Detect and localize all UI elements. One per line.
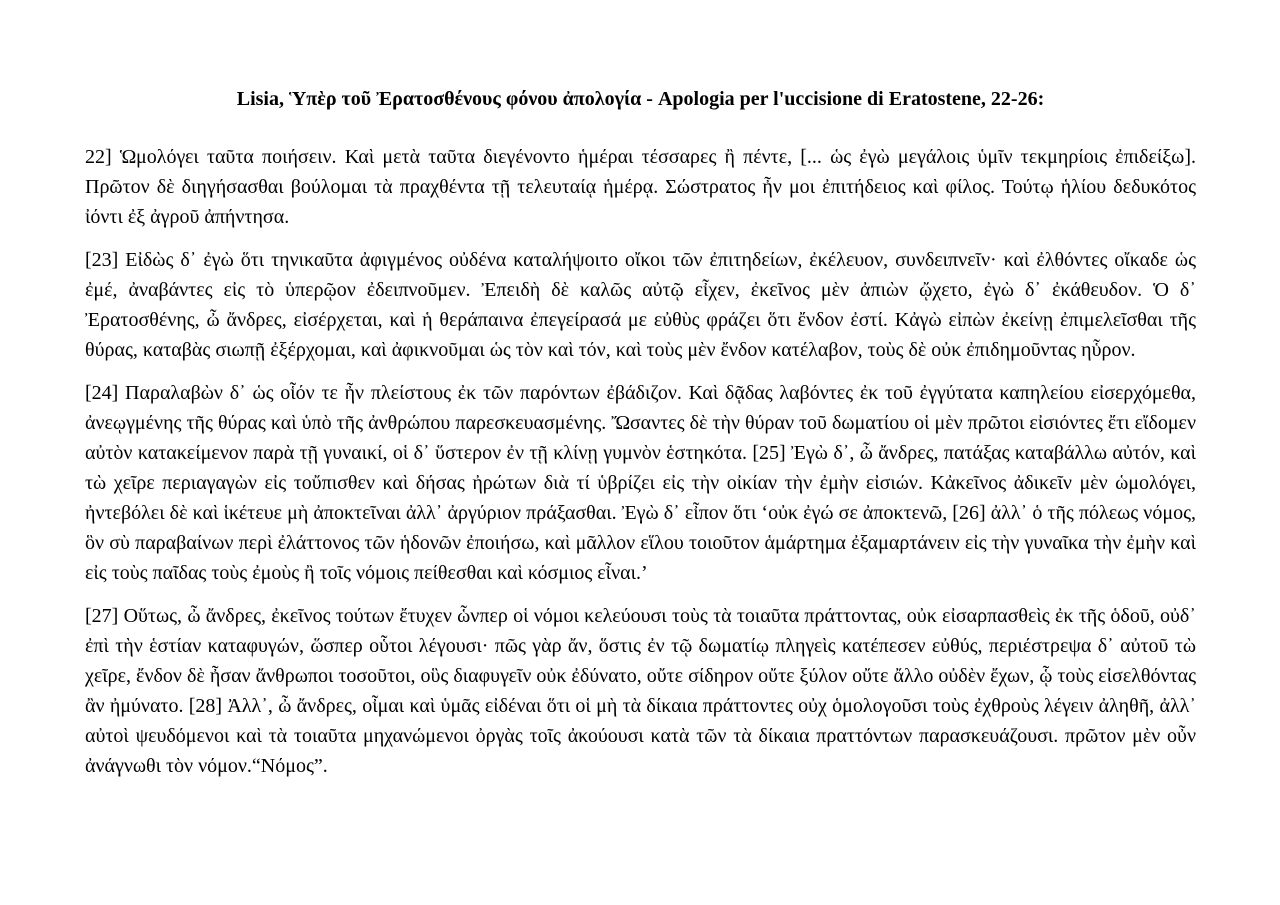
- paragraph-section-24-26: [24] Παραλαβὼν δ᾽ ὡς οἷόν τε ἦν πλείστους ἐκ τῶν παρόντων ἐβάδιζον. Καὶ δᾷδας λαβόντες ἐκ τοῦ ἐγγύτατα καπηλείου εἰσερχόμεθα, ἀνεῳγμένης τῆς θύρας καὶ ὑπὸ τῆς ἀνθρώπου παρεσκευασμένης. Ὤσαντες δὲ τὴν θύραν τοῦ δωματίου οἱ μὲν πρῶτοι εἰσιόντες ἔτι εἴδομεν αὐτὸν κατακείμενον παρὰ τῇ γυναικί, οἱ δ᾽ ὕστερον ἐν τῇ κλίνῃ γυμνὸν ἑστηκότα. [25] Ἐγὼ δ᾽, ὦ ἄνδρες, πατάξας καταβάλλω αὐτόν, καὶ τὼ χεῖρε περιαγαγὼν εἰς τοὔπισθεν καὶ δήσας ἠρώτων διὰ τί ὑβρίζει εἰς τὴν οἰκίαν τὴν ἐμὴν εἰσιών. Κἀκεῖνος ἀδικεῖν μὲν ὡμολόγει, ἠντεβόλει δὲ καὶ ἱκέτευε μὴ ἀποκτεῖναι ἀλλ᾽ ἀργύριον πράξασθαι. Ἐγὼ δ᾽ εἶπον ὅτι ‘οὐκ ἐγώ σε ἀποκτενῶ, [26] ἀλλ᾽ ὁ τῆς πόλεως νόμος, ὃν σὺ παραβαίνων περὶ ἐλάττονος τῶν ἡδονῶν ἐποιήσω, καὶ μᾶλλον εἵλου τοιοῦτον ἁμάρτημα ἐξαμαρτάνειν εἰς τὴν γυναῖκα τὴν ἐμὴν καὶ εἰς τοὺς παῖδας τοὺς ἐμοὺς ἢ τοῖς νόμοις πείθεσθαι καὶ κόσμιος εἶναι.’: [85, 382, 1196, 584]
- paragraph-section-27-28: [27] Οὕτως, ὦ ἄνδρες, ἐκεῖνος τούτων ἔτυχεν ὧνπερ οἱ νόμοι κελεύουσι τοὺς τὰ τοιαῦτα πράττοντας, οὐκ εἰσαρπασθεὶς ἐκ τῆς ὁδοῦ, οὐδ᾽ ἐπὶ τὴν ἑστίαν καταφυγών, ὥσπερ οὗτοι λέγουσι· πῶς γὰρ ἄν, ὅστις ἐν τῷ δωματίῳ πληγεὶς κατέπεσεν εὐθύς, περιέστρεψα δ᾽ αὐτοῦ τὼ χεῖρε, ἔνδον δὲ ἦσαν ἄνθρωποι τοσοῦτοι, οὓς διαφυγεῖν οὐκ ἐδύνατο, οὔτε σίδηρον οὔτε ξύλον οὔτε ἄλλο οὐδὲν ἔχων, ᾧ τοὺς εἰσελθόντας ἂν ἠμύνατο. [28] Ἀλλ᾽, ὦ ἄνδρες, οἶμαι καὶ ὑμᾶς εἰδέναι ὅτι οἱ μὴ τὰ δίκαια πράττοντες οὐχ ὁμολογοῦσι τοὺς ἐχθροὺς λέγειν ἀληθῆ, ἀλλ᾽ αὐτοὶ ψευδόμενοι καὶ τὰ τοιαῦτα μηχανώμενοι ὀργὰς τοῖς ἀκούουσι κατὰ τῶν τὰ δίκαια πραττόντων παρασκευάζουσι. πρῶτον μὲν οὖν ἀνάγνωθι τὸν νόμον.“Νόμος”.: [85, 605, 1196, 777]
- document-title: Lisia, Ὑπὲρ τοῦ Ἐρατοσθένους φόνου ἀπολογία - Apologia per l'uccisione di Eratostene, 22-26:: [236, 88, 1045, 110]
- paragraph-section-22: 22] Ὡμολόγει ταῦτα ποιήσειν. Καὶ μετὰ ταῦτα διεγένοντο ἡμέραι τέσσαρες ἢ πέντε, [... ὡς ἐγὼ μεγάλοις ὑμῖν τεκμηρίοις ἐπιδείξω]. Πρῶτον δὲ διηγήσασθαι βούλομαι τὰ πραχθέντα τῇ τελευταίᾳ ἡμέρᾳ. Σώστρατος ἦν μοι ἐπιτήδειος καὶ φίλος. Τούτῳ ἡλίου δεδυκότος ἰόντι ἐξ ἀγροῦ ἀπήντησα.: [85, 146, 1196, 228]
- paragraph-section-23: [23] Εἰδὼς δ᾽ ἐγὼ ὅτι τηνικαῦτα ἀφιγμένος οὐδένα καταλήψοιτο οἴκοι τῶν ἐπιτηδείων, ἐκέλευον, συνδειπνεῖν· καὶ ἐλθόντες οἴκαδε ὡς ἐμέ, ἀναβάντες εἰς τὸ ὑπερῷον ἐδειπνοῦμεν. Ἐπειδὴ δὲ καλῶς αὐτῷ εἶχεν, ἐκεῖνος μὲν ἀπιὼν ᾤχετο, ἐγὼ δ᾽ ἐκάθευδον. Ὁ δ᾽ Ἐρατοσθένης, ὦ ἄνδρες, εἰσέρχεται, καὶ ἡ θεράπαινα ἐπεγείρασά με εὐθὺς φράζει ὅτι ἔνδον ἐστί. Κἀγὼ εἰπὼν ἐκείνῃ ἐπιμελεῖσθαι τῆς θύρας, καταβὰς σιωπῇ ἐξέρχομαι, καὶ ἀφικνοῦμαι ὡς τὸν καὶ τόν, καὶ τοὺς μὲν ἔνδον κατέλαβον, τοὺς δὲ οὐκ ἐπιδημοῦντας ηὗρον.: [85, 249, 1196, 361]
